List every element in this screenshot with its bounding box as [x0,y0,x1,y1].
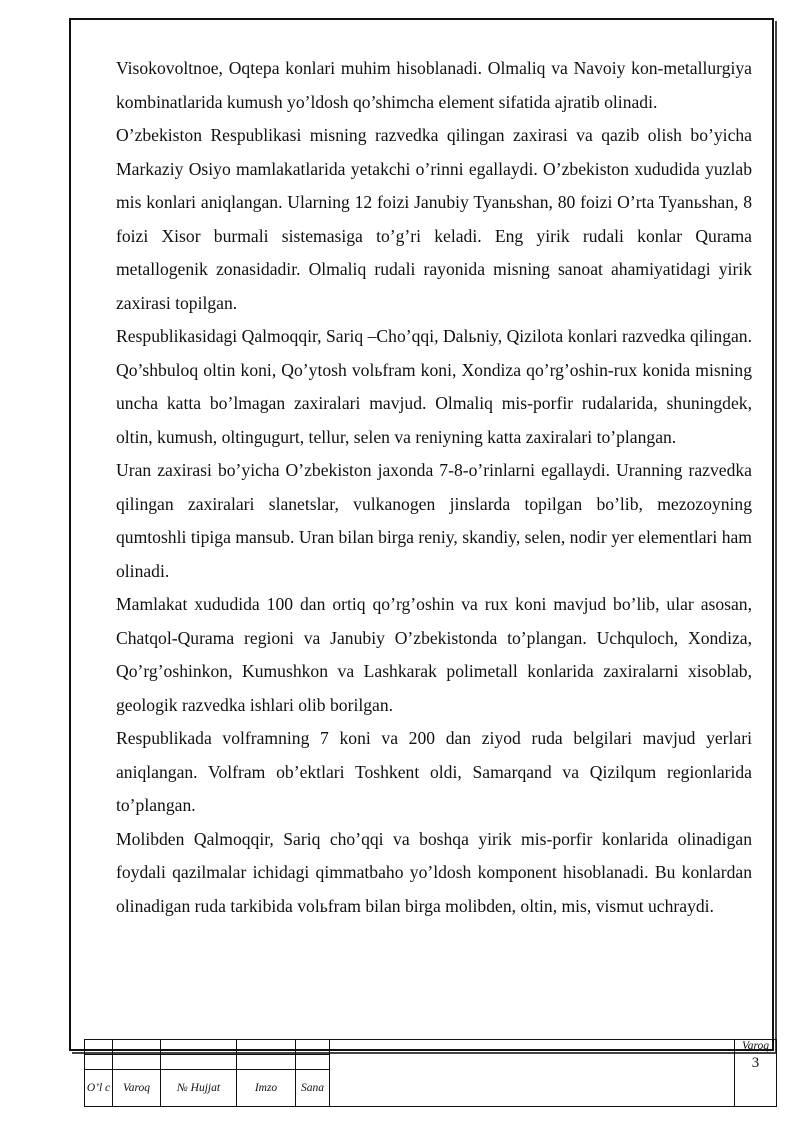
stamp-cell [296,1055,330,1070]
paragraph: O’zbekiston Respublikasi misning razvedka qilingan zaxirasi va qazib olish bo’yicha Markaziy Osiyo mamlakatlarida yetakchi o’rinni egallaydi. O’zbekiston xududida yuzlab mis konlari aniqlangan. Ularning 12 foizi Janubiy Tyanьshan, 80 foizi O’rta Tyanьshan, 8 foizi Xisor burmali sistemasiga to’g’ri keladi. Eng yirik rudali konlar Qurama metallogenik zonasidadir. Olmaliq rudali rayonida misning sanoat ahamiyatidagi yirik zaxirasi topilgan. [116,125,752,313]
stamp-col-sana: Sana [296,1070,330,1107]
stamp-cell [161,1040,237,1055]
document-body [116,52,752,923]
stamp-cell [85,1055,113,1070]
stamp-col-imzo: Imzo [237,1070,296,1107]
stamp-sheet-label: Varoq [741,1040,770,1052]
stamp-col-varoq: Varoq [113,1070,161,1107]
stamp-title-field [330,1040,735,1107]
stamp-col-hujjat: № Hujjat [161,1070,237,1107]
paragraph: Visokovoltnoe, Oqtepa konlari muhim hisoblanadi. Olmaliq va Navoiy kon-metallurgiya kombinatlarida kumush yo’ldosh qo’shimcha element sifatida ajratib olinadi. [116,58,752,112]
stamp-col-ozg: O’l c [85,1070,113,1107]
paragraph: Mamlakat xududida 100 dan ortiq qo’rg’oshin va rux koni mavjud bo’lib, ular asosan, Chatqol-Qurama regioni va Janubiy O’zbekistonda to’plangan. Uchquloch, Xondiza, Qo’rg’oshinkon, Kumushkon va Lashkarak polimetall konlarida zaxiralarni xisoblab, geologik razvedka ishlari olib borilgan. [116,594,752,715]
paragraph: Molibden Qalmoqqir, Sariq cho’qqi va boshqa yirik mis-porfir konlarida olinadigan foydali qazilmalar ichidagi qimmatbaho yo’ldosh komponent hisoblanadi. Bu konlardan olinadigan ruda tarkibida volьfram bilan birga molibden, oltin, mis, vismut uchraydi. [116,828,752,916]
stamp-cell [237,1055,296,1070]
title-block-stamp [84,1039,777,1107]
stamp-cell [113,1040,161,1055]
stamp-cell [85,1040,113,1055]
paragraph: Uran zaxirasi bo’yicha O’zbekiston jaxonda 7-8-o’rinlarni egallaydi. Uranning razvedka qilingan zaxiralari slanetslar, vulkanogen jinslarda topilgan bo’lib, mezozoyning qumtoshli tipiga mansub. Uran bilan birga reniy, skandiy, selen, nodir yer elementlari ham olinadi. [116,460,752,581]
stamp-cell [237,1040,296,1055]
paragraph: Respublikasidagi Qalmoqqir, Sariq –Cho’qqi, Dalьniy, Qizilota konlari razvedka qilingan. Qo’shbuloq oltin koni, Qo’ytosh volьfram koni, Xondiza qo’rg’oshin-rux konida misning uncha katta bo’lmagan zaxiralari mavjud. Olmaliq mis-porfir rudalarida, shuningdek, oltin, kumush, oltingugurt, tellur, selen va reniyning katta zaxiralari to’plangan. [116,326,752,447]
stamp-cell [296,1040,330,1055]
paragraph: Respublikada volframning 7 koni va 200 dan ziyod ruda belgilari mavjud yerlari aniqlangan. Volfram ob’ektlari Toshkent oldi, Samarqand va Qizilqum regionlarida to’plangan. [116,728,752,815]
stamp-cell [113,1055,161,1070]
stamp-sheet-cell [735,1040,777,1107]
stamp-cell [161,1055,237,1070]
page-number: 3 [751,1055,760,1071]
